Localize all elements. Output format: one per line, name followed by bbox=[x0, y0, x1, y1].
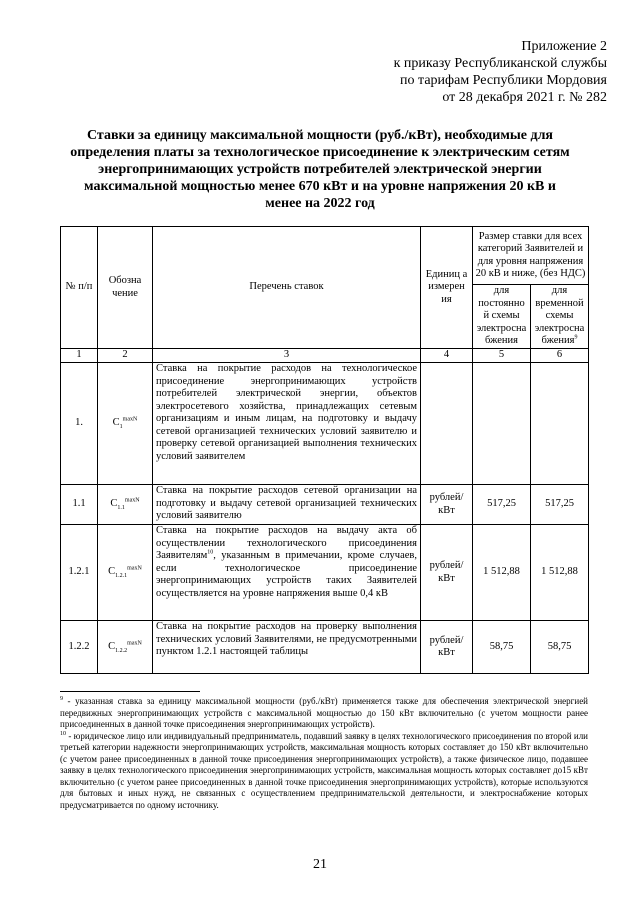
row-code: $C_{1.1}^{maxN}$ bbox=[98, 485, 153, 525]
row-temporary-value: 58,75 bbox=[531, 621, 589, 674]
row-description: Ставка на покрытие расходов сетевой организации на подготовку и выдачу сетевой организацией технических условий заявителю bbox=[153, 485, 421, 525]
appendix-header bbox=[394, 38, 607, 106]
rates-table bbox=[60, 226, 589, 674]
footnotes bbox=[60, 696, 588, 811]
footnote-10-mark: 10 bbox=[207, 549, 214, 556]
table-row bbox=[61, 363, 589, 485]
row-temporary-value bbox=[531, 363, 589, 485]
header-unit: Единиц а измерен ия bbox=[421, 227, 473, 349]
page-number: 21 bbox=[313, 857, 327, 872]
row-unit: рублей/ кВт bbox=[421, 621, 473, 674]
row-num: 1. bbox=[61, 363, 98, 485]
header-temporary-text: для временной схемы электросна бжения bbox=[534, 285, 585, 347]
index-cell: 6 bbox=[531, 349, 589, 363]
header-temporary-footnote-mark: 9 bbox=[574, 334, 578, 341]
document-title: Ставки за единицу максимальной мощности (руб./кВт), необходимые для определения платы за технологическое присоединение к электрическим сетям энергопринимающих устройств потребителей электрической энергии максимальной мощностью менее 670 кВт и на уровне напряжения 20 кВ и менее на 2022 год bbox=[70, 128, 570, 211]
footnote-10: $^{10}$ - юридическое лицо или индивидуальный предприниматель, подавший заявку в целях технологического присоединения по второй или третьей категории надежности энергопринимающих устройств, максимальная мощность которых составляет до 150 кВт включительно (с учетом ранее присоединенных в данной точке присоединения энергопринимающих устройств), а также физическое лицо, подавшее заявку в целях технологического присоединения энергопринимающих устройств, максимальная мощность которых составляет до15 кВт включительно (с учетом ранее присоединенных в данной точке присоединения энергопринимающих устройств), которые используются для бытовых и иных нужд, не связанных с осуществлением предпринимательской деятельности, и электроснабжение которых предусматривается по одному источнику. bbox=[60, 730, 588, 810]
row-code: $C_{1.2.2}^{maxN}$ bbox=[98, 621, 153, 674]
index-cell: 1 bbox=[61, 349, 98, 363]
row-num: 1.2.1 bbox=[61, 525, 98, 621]
row-permanent-value: 1 512,88 bbox=[473, 525, 531, 621]
header-line-3: по тарифам Республики Мордовия bbox=[400, 73, 607, 88]
header-line-1: Приложение 2 bbox=[521, 39, 607, 54]
row-unit bbox=[421, 363, 473, 485]
header-list: Перечень ставок bbox=[153, 227, 421, 349]
row-unit: рублей/ кВт bbox=[421, 485, 473, 525]
row-code: $C_{1.2.1}^{maxN}$ bbox=[98, 525, 153, 621]
header-line-2: к приказу Республиканской службы bbox=[393, 56, 607, 71]
index-cell: 2 bbox=[98, 349, 153, 363]
index-cell: 4 bbox=[421, 349, 473, 363]
header-temporary bbox=[531, 285, 589, 349]
row-temporary-value: 1 512,88 bbox=[531, 525, 589, 621]
row-code: $C_1^{maxN}$ bbox=[98, 363, 153, 485]
row-permanent-value: 58,75 bbox=[473, 621, 531, 674]
header-num: № п/п bbox=[61, 227, 98, 349]
row-description: Ставка на покрытие расходов на выдачу акта об осуществлении технологического присоединения Заявителям$^{10}$, указанным в примечании, кроме случаев, если технологическое присоединение энергопринимающих устройств таких Заявителей осуществляется на уровне напряжения выше 0,4 кВ bbox=[153, 525, 421, 621]
row-description: Ставка на покрытие расходов на технологическое присоединение энергопринимающих устройств потребителей электрической энергии, объектов электросетевого хозяйства, принадлежащих сетевым организациям и иным лицам, на подготовку и выдачу сетевой организацией технических условий заявителю и проверку сетевой организацией выполнения технических условий заявителем bbox=[153, 363, 421, 485]
table-row bbox=[61, 485, 589, 525]
table-row bbox=[61, 525, 589, 621]
row-permanent-value: 517,25 bbox=[473, 485, 531, 525]
row-num: 1.2.2 bbox=[61, 621, 98, 674]
header-rate-size: Размер ставки для всех категорий Заявителей и для уровня напряжения 20 кВ и ниже, (без НДС) bbox=[473, 227, 589, 285]
footnote-divider bbox=[60, 691, 200, 692]
row-description: Ставка на покрытие расходов на проверку выполнения технических условий Заявителями, не предусмотренными пунктом 1.2.1 настоящей таблицы bbox=[153, 621, 421, 674]
header-designation: Обозна чение bbox=[98, 227, 153, 349]
row-permanent-value bbox=[473, 363, 531, 485]
header-permanent: для постоянно й схемы электросна бжения bbox=[473, 285, 531, 349]
row-unit: рублей/ кВт bbox=[421, 525, 473, 621]
header-line-4: от 28 декабря 2021 г. № 282 bbox=[442, 90, 607, 105]
row-temporary-value: 517,25 bbox=[531, 485, 589, 525]
footnote-9: $^9$ - указанная ставка за единицу максимальной мощности (руб./кВт) применяется также для обеспечения электрической энергией передвижных энергопринимающих устройств с максимальной мощностью до 150 кВт включительно (с учетом мощности ранее присоединенных в данной точке присоединения энергопринимающих устройств). bbox=[60, 696, 588, 729]
row-num: 1.1 bbox=[61, 485, 98, 525]
index-cell: 3 bbox=[153, 349, 421, 363]
table-row bbox=[61, 621, 589, 674]
index-cell: 5 bbox=[473, 349, 531, 363]
header-row bbox=[61, 227, 589, 285]
index-row bbox=[61, 349, 589, 363]
